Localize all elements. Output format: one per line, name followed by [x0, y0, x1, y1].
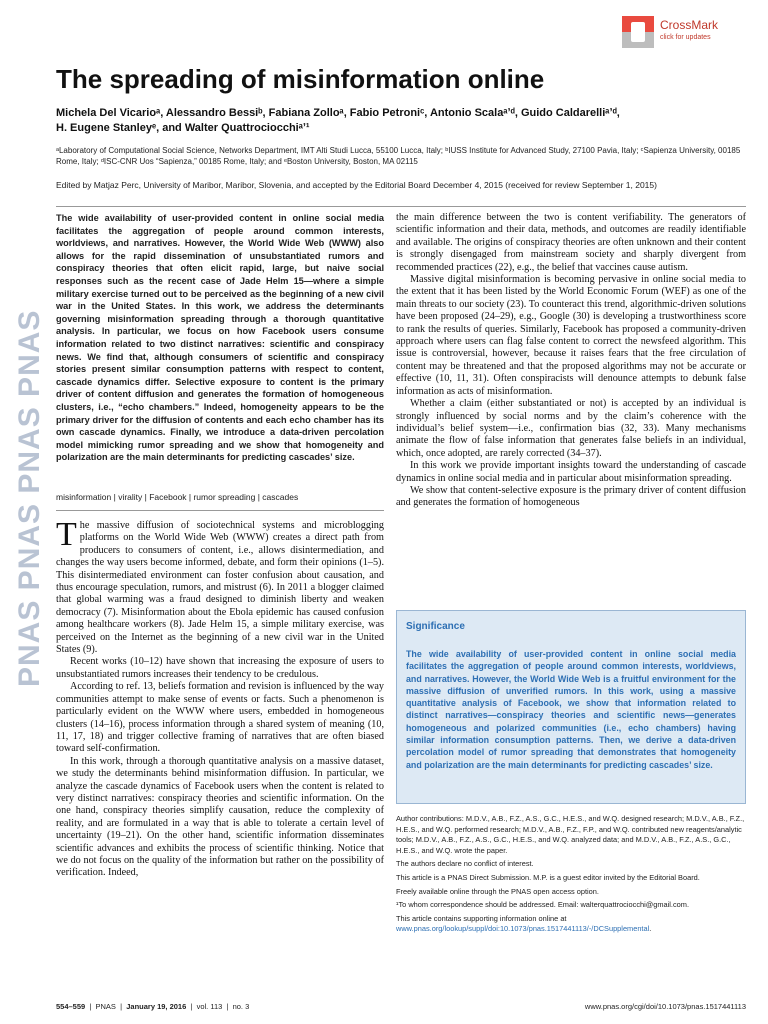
affiliations: ᵃLaboratory of Computational Social Science, Networks Department, IMT Alti Studi Lucca, 55100 Lucca, Italy; ᵇIUSS Institute for Advanced Study, 27100 Pavia, Italy; ᶜSapienza University, 00185 Rome, Italy; ᵈISC-CNR Uos “Sapienza,” 00185 Rome, Italy; and ᵉBoston University, Boston, MA 02115	[56, 146, 741, 166]
crossmark-badge[interactable]	[622, 14, 742, 52]
supporting-info-link[interactable]: www.pnas.org/lookup/suppl/doi:10.1073/pnas.1517441113/-/DCSupplemental	[396, 924, 650, 934]
correspondence-note: ¹To whom correspondence should be addressed. Email: walterquattrociocchi@gmail.com.	[396, 900, 690, 910]
crossmark-icon	[622, 16, 654, 48]
footer-doi[interactable]: www.pnas.org/cgi/doi/10.1073/pnas.1517441113	[584, 1002, 746, 1011]
author-list	[56, 106, 746, 136]
open-access-note: Freely available online through the PNAS open access option.	[396, 886, 599, 896]
abstract: The wide availability of user-provided content in online social media facilitates the aggregation of people around common interests, worldviews, and narratives. However, the World Wide Web (WWW) also allows for the rapid dissemination of unsubstantiated rumors and conspiracy theories that often elicit rapid, large, but naive social responses such as the recent case of Jade Helm 15—where a simple military exercise turned out to be perceived as the beginning of a new civil war in the United States. In this work, we address the determinants governing misinformation spreading through a thorough quantitative analysis. In particular, we focus on how Facebook users consume information related to two distinct narratives: scientific and conspiracy news. We find that, although consumers of scientific and conspiracy stories present similar consumption patterns with respect to content, cascade dynamics differ. Selective exposure to content is the primary driver of content diffusion and generates the formation of homogeneous clusters, i.e., “echo chambers.” Indeed, homogeneity appears to be the primary driver for the diffusion of contents and each echo chamber has its own cascade dynamics. Finally, we introduce a data-driven percolation model mimicking rumor spreading and we show that homogeneity and polarization are the main determinants for predicting cascades’ size.	[56, 213, 384, 463]
supporting-info-note: This article contains supporting information online at www.pnas.org/lookup/suppl/doi:10.1073/pnas.1517441113/-/DCSupplemental.	[396, 913, 652, 934]
pnas-sidebar-watermark	[0, 0, 46, 1024]
body-left-column	[56, 516, 384, 880]
author-line-2: H. Eugene Stanleyᵉ, and Walter Quattrociocchiᵃʼ¹	[56, 122, 310, 134]
edited-by: Edited by Matjaz Perc, University of Maribor, Maribor, Slovenia, and accepted by the Editorial Board December 4, 2015 (received for review September 1, 2015)	[56, 180, 657, 190]
body-paragraph: The massive diffusion of sociotechnical systems and microblogging platforms on the World Wide Web (WWW) creates a direct path from producers to consumers of content, i.e., allows disintermediation, and changes the way users become informed, debate, and form their opinions (1–5). This disintermediated environment can foster confusion about causation, and thus encourage speculation, rumors, and mistrust (6). In 2011 a blogger claimed that global warming was a fraud designed to diminish liberty and weaken democracy (7). Misinformation about the Ebola epidemic has caused confusion among healthcare workers (8). Jade Helm 15, a simple military exercise, was perceived on the Internet as the beginning of a new civil war in the United States (9).	[56, 516, 384, 656]
body-paragraph: In this work we provide important insights toward the understanding of cascade dynamics in online social media and in particular about misinformation spreading.	[396, 460, 746, 484]
conflict-statement: The authors declare no conflict of interest.	[396, 859, 534, 869]
body-right-column	[396, 212, 746, 510]
header-divider	[56, 206, 746, 207]
significance-text: The wide availability of user-provided content in online social media facilitates the aggregation of people around common interests, worldviews, and narratives. However, the World Wide Web is a fruitful environment for the massive diffusion of unverified rumors. In this work, using a massive quantitative analysis of Facebook, we show that information related to distinct narratives—conspiracy theories and scientific news—generates homogeneous and polarized communities (i.e., echo chambers) having similar information consumption patterns. Then, we derive a data-driven percolation model of rumor spreading that demonstrates that homogeneity and polarization are the main determinants for predicting cascades’ size.	[406, 649, 736, 770]
sidebar-watermark-text: PNAS PNAS PNAS PNAS	[13, 309, 46, 687]
body-paragraph: In this work, through a thorough quantitative analysis on a massive dataset, we study the determinants behind misinformation diffusion. In particular, we analyze the cascade dynamics of Facebook users when the content is related to very distinct narratives: conspiracy theories and scientific information. On the one hand, conspiracy theories simplify causation, reduce the complexity of reality, and are formulated in a way that is able to tolerate a certain level of uncertainty (19–21). On the other hand, scientific information disseminates scientific advances and exhibits the process of scientific thinking. Notice that we do not focus on the quality of the information but rather on the possibility of verification. Indeed,	[56, 755, 384, 879]
keywords-divider	[56, 510, 384, 511]
body-paragraph: Whether a claim (either substantiated or not) is accepted by an individual is strongly influenced by social norms and by the claim’s coherence with the individual’s belief system—i.e., confirmation bias (32, 33). Many mechanisms animate the flow of false information that generates false beliefs in an individual, which, once adopted, are rarely corrected (34–37).	[396, 398, 746, 459]
body-paragraph: Recent works (10–12) have shown that increasing the exposure of users to unsubstantiated rumors increases their tendency to be credulous.	[56, 656, 384, 680]
author-line-1: Michela Del Vicarioᵃ, Alessandro Bessiᵇ, Fabiana Zolloᵃ, Fabio Petroniᶜ, Antonio Scalaᵃʼᵈ, Guido Caldarelliᵃʼᵈ,	[56, 107, 620, 119]
crossmark-sub: click for updates	[660, 34, 711, 41]
body-paragraph: Massive digital misinformation is becoming pervasive in online social media to the extent that it has been listed by the World Economic Forum (WEF) as one of the main threats to our society (23). To counteract this trend, algorithmic-driven solutions have been proposed (24–29), e.g., Google (30) is developing a trustworthiness score to rank the results of queries. Similarly, Facebook has proposed a community-driven approach where users can flag false content to correct the newsfeed algorithm. This issue is controversial, however, because it raises fears that the free circulation of content may be threatened and that the proposed algorithms may not be accurate or effective (10, 11, 31). Often conspiracists will denounce attempts to debunk false information as acts of misinformation.	[396, 274, 746, 397]
footer-citation: 554–559 | PNAS | January 19, 2016 | vol. 113 | no. 3	[56, 1002, 250, 1011]
submission-note: This article is a PNAS Direct Submission. M.P. is a guest editor invited by the Editorial Board.	[396, 872, 700, 882]
crossmark-label: CrossMark	[660, 18, 719, 32]
keywords: misinformation | virality | Facebook | rumor spreading | cascades	[56, 492, 299, 502]
body-paragraph: According to ref. 13, beliefs formation and revision is influenced by the way communities attempt to make sense of events or facts. Such a phenomenon is particularly evident on the WWW where users, embedded in homogeneous clusters (14–16), process information through a shared system of meaning (10, 11, 17, 18) and trigger collective framing of narratives that are often biased toward self-confirmation.	[56, 681, 384, 755]
body-paragraph: the main difference between the two is content verifiability. The generators of scientific information and their data, methods, and outcomes are readily identifiable and available. The origins of conspiracy theories are often unknown and their content is strongly disengaged from mainstream society and sharply divergent from recommended practices (22), e.g., the belief that vaccines cause autism.	[396, 212, 746, 273]
author-notes	[396, 814, 746, 938]
author-contributions: Author contributions: M.D.V., A.B., F.Z., A.S., G.C., H.E.S., and W.Q. designed research; M.D.V., A.B., F.Z., H.E.S., and W.Q. performed research; M.D.V., A.B., F.Z., F.P., and W.Q. contributed new reagents/analytic tools; M.D.V., A.B., F.Z., A.S., G.C., H.E.S., and W.Q. analyzed data; and M.D.V., A.B., F.Z., A.S., G.C., H.E.S., and W.Q. wrote the paper.	[396, 814, 745, 855]
article-title: The spreading of misinformation online	[56, 64, 545, 94]
significance-title: Significance	[406, 621, 465, 632]
drop-cap: T	[56, 516, 77, 553]
body-paragraph: We show that content-selective exposure is the primary driver of content diffusion and generates the formation of homogeneous	[396, 484, 746, 509]
significance-box	[396, 610, 746, 804]
